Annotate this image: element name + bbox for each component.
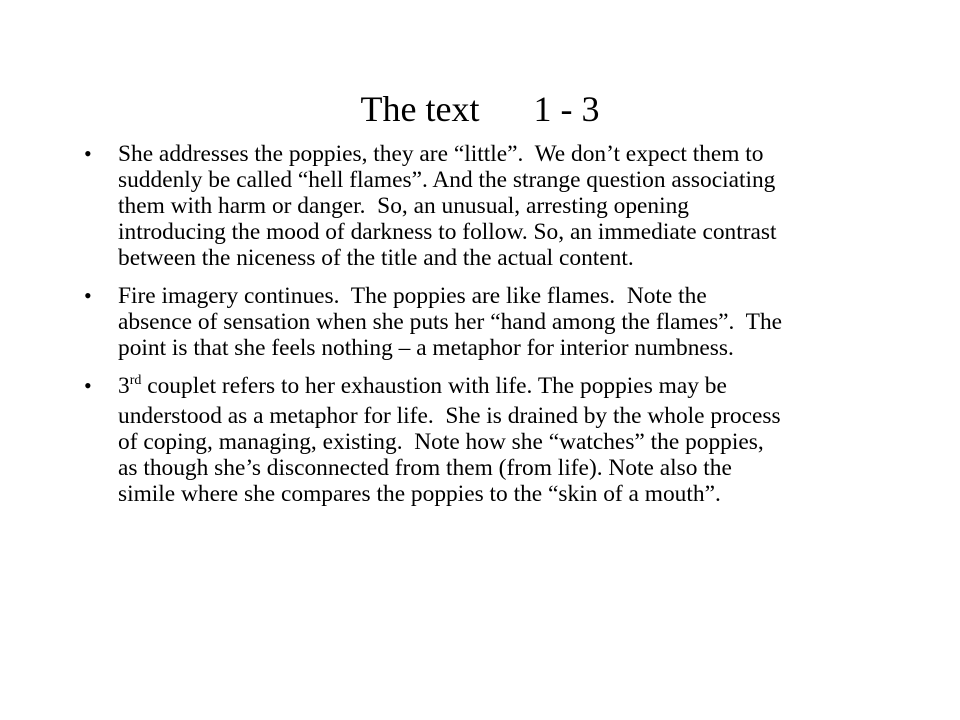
bullet-3-line-4: as though she’s disconnected from them (from life). Note also the bbox=[118, 455, 732, 481]
bullet-item-2 bbox=[84, 283, 884, 361]
bullet-icon: • bbox=[84, 373, 92, 398]
bullet-3-line-1 bbox=[118, 373, 884, 403]
bullet-2-line-2: absence of sensation when she puts her “hand among the flames”. The bbox=[118, 309, 783, 335]
ordinal-suffix: rd bbox=[129, 373, 142, 388]
bullet-3-line-2: understood as a metaphor for life. She is drained by the whole process bbox=[118, 403, 781, 429]
bullet-item-3 bbox=[84, 373, 884, 507]
bullet-list bbox=[84, 141, 884, 519]
bullet-3-line-1-text: couplet refers to her exhaustion with life. The poppies may be bbox=[141, 373, 727, 399]
ordinal-number: 3 bbox=[118, 373, 130, 399]
bullet-3-line-3: of coping, managing, existing. Note how she “watches” the poppies, bbox=[118, 429, 764, 455]
bullet-3-line-5: simile where she compares the poppies to the “skin of a mouth”. bbox=[118, 481, 721, 507]
bullet-1-line-4: introducing the mood of darkness to follow. So, an immediate contrast bbox=[118, 219, 777, 245]
bullet-2-line-1: Fire imagery continues. The poppies are like flames. Note the bbox=[118, 283, 707, 309]
bullet-icon: • bbox=[84, 141, 92, 166]
bullet-1-line-1: She addresses the poppies, they are “little”. We don’t expect them to bbox=[118, 141, 764, 167]
bullet-item-1 bbox=[84, 141, 884, 271]
slide-title: The text 1 - 3 bbox=[360, 89, 600, 129]
bullet-2-line-3: point is that she feels nothing – a metaphor for interior numbness. bbox=[118, 335, 734, 361]
bullet-1-line-5: between the niceness of the title and the actual content. bbox=[118, 245, 634, 271]
bullet-icon: • bbox=[84, 283, 92, 308]
bullet-1-line-2: suddenly be called “hell flames”. And the strange question associating bbox=[118, 167, 776, 193]
bullet-1-line-3: them with harm or danger. So, an unusual, arresting opening bbox=[118, 193, 690, 219]
